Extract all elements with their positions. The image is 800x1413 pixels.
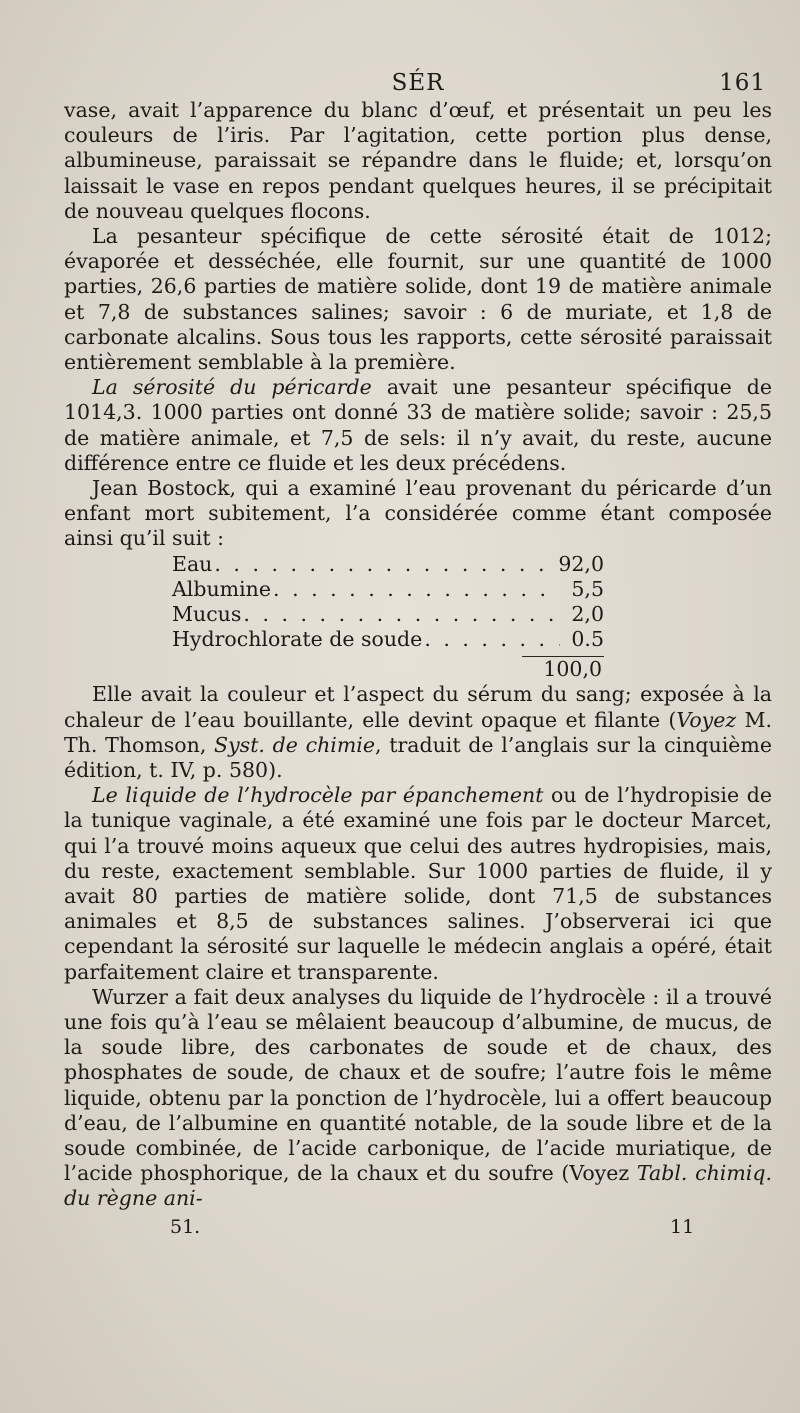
signature-number: 51. — [170, 1215, 201, 1238]
italic-text: La sérosité du péricarde — [92, 375, 372, 400]
paragraph-p1 — [64, 98, 772, 224]
text-run: Elle avait la couleur et l’aspect du sérum du sang; exposée à la chaleur de l’eau bouillante, elle devint opaque et filante ( — [64, 682, 772, 732]
running-title: SÉR — [391, 70, 445, 96]
paragraphs-after-table — [64, 682, 772, 1211]
paragraphs-before-table — [64, 98, 772, 552]
paragraph-p6 — [64, 783, 772, 985]
page-footer — [64, 1214, 772, 1244]
page-number: 161 — [719, 70, 766, 96]
dot-leader — [424, 627, 560, 652]
component-name: Mucus — [172, 602, 242, 627]
text-run: ou de l’hydropisie de la tunique vaginale, a été examiné une fois par le docteur Marcet, qui l’a trouvé moins aqueux que celui des autres hydropisies, mais, du reste, exactement semblable. Sur 1000 parties de fluide, il y avait 80 parties de matière solide, dont 71,5 de substances animales et 8,5 de substances salines. J’observerai ici que cependant la sérosité sur laquelle le médecin anglais a opéré, était parfaitement claire et transparente. — [64, 783, 772, 984]
component-value: 0.5 — [571, 627, 604, 652]
italic-text: Voyez — [676, 707, 737, 732]
component-value: 92,0 — [558, 551, 604, 576]
component-value: 5,5 — [571, 576, 604, 601]
text-run: Voyez — [569, 1161, 630, 1186]
composition-row — [172, 552, 604, 577]
text-run: Jean Bostock, qui a examiné l’eau provenant du péricarde d’un enfant mort subitement, l’a considérée comme étant composée ainsi qu’il suit : — [64, 476, 772, 551]
text-run: vase, avait l’apparence du blanc d’œuf, et présentait un peu les couleurs de l’iris. Par l’agitation, cette portion plus dense, albumineuse, paraissait se répandre dans le fluide; et, lorsqu’on laissait le vase en repos pendant quelques heures, il se précipitait de nouveau quelques flocons. — [64, 98, 772, 223]
composition-total: 100,0 — [543, 657, 602, 682]
composition-table — [172, 552, 604, 683]
italic-text: Syst. de chimie — [214, 732, 375, 757]
text-run: M. Th. Thomson, — [64, 707, 772, 757]
text-run: avait une pesanteur spécifique de 1014,3. 1000 parties ont donné 33 de matière solide; savoir : 25,5 de matière animale, et 7,5 de sels: il n’y avait, du reste, aucune différence entre ce fluide et les deux précédens. — [64, 375, 772, 475]
body-text — [64, 98, 772, 1212]
composition-row — [172, 627, 604, 652]
running-header — [64, 62, 772, 98]
signature-letter: 11 — [670, 1215, 695, 1238]
composition-row — [172, 602, 604, 627]
paragraph-p2 — [64, 224, 772, 375]
composition-rows — [172, 552, 604, 653]
dot-leader — [243, 602, 560, 627]
text-run: Wurzer a fait deux analyses du liquide de l’hydrocèle : il a trouvé une fois qu’à l’eau se mêlaient beaucoup d’albumine, de mucus, de la soude libre, des carbonates de soude et de chaux, des phosphates de soude, de chaux et de soufre; l’autre fois le même liquide, obtenu par la ponction de l’hydrocèle, lui a offert beaucoup d’eau, de l’albumine en quantité notable, de la soude libre et de la soude combinée, de l’acide carbonique, de l’acide muriatique, de l’acide phosphorique, de la chaux et du soufre ( — [64, 984, 772, 1186]
component-name: Hydrochlorate de soude — [172, 627, 423, 652]
paragraph-p5 — [64, 682, 772, 783]
text-run: La pesanteur spécifique de cette sérosité était de 1012; évaporée et desséchée, elle fournit, sur une quantité de 1000 parties, 26,6 parties de matière solide, dont 19 de matière animale et 7,8 de substances salines; savoir : 6 de muriate, et 1,8 de carbonate alcalins. Sous tous les rapports, cette sérosité paraissait entièrement semblable à la première. — [64, 224, 772, 375]
component-name: Albumine — [172, 576, 272, 601]
text-run: , traduit de l’anglais sur la cinquième édition, t. IV, p. 580). — [64, 732, 772, 783]
italic-text: Le liquide de l’hydrocèle par épanchement — [92, 783, 544, 808]
paragraph-p7 — [64, 985, 772, 1212]
text-run — [629, 1161, 637, 1185]
dot-leader — [273, 577, 560, 602]
composition-row — [172, 577, 604, 602]
dot-leader — [214, 552, 556, 577]
paragraph-p3 — [64, 375, 772, 476]
paragraph-p4 — [64, 476, 772, 552]
component-name: Eau — [172, 551, 213, 576]
component-value: 2,0 — [571, 602, 604, 627]
italic-text: Tabl. chimiq. du règne ani- — [64, 1161, 773, 1211]
